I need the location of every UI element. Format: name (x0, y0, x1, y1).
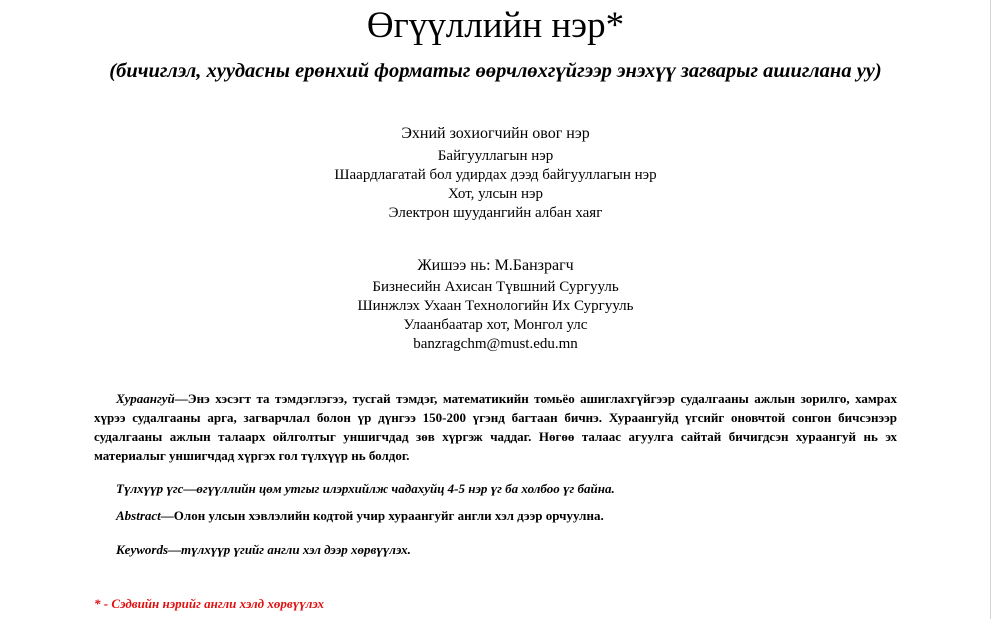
keywords-en: Keywords—түлхүүр үгийг англи хэл дээр хөрвүүлэх. (116, 542, 411, 557)
abstract-mn-lead: Хураангуй (116, 391, 175, 406)
author-template-city-country: Хот, улсын нэр (448, 186, 543, 202)
author-example-university: Шинжлэх Ухаан Технологийн Их Сургууль (357, 298, 634, 314)
abstract-mn-text: —Энэ хэсэгт та тэмдэглэгээ, тусгай тэмдэг, математикийн томьёо ашиглахгүйгээр судалгааны ажлын зорилго, хамрах хүрээ судалгааны арга, загварчлал болон үр дүнгээ 150-200 үгэнд багтаан бичнэ. Хураангуйд үгсийг оновчтой сонгон бичсэнээр судалгааны ажлын талаарх ойлголтыг уншигчдад зөв хүргэж чаддаг. Нөгөө талаас агуулга сайтай бичигдсэн хураангуй нь эх материалыг уншигчдад хүргэх гол түлхүүр нь болдог. (94, 391, 897, 463)
abstract-en-lead: Abstract (116, 508, 161, 523)
author-template-name: Эхний зохиогчийн овог нэр (401, 125, 590, 142)
author-template-organization: Байгууллагын нэр (437, 148, 554, 164)
keywords-mn: Түлхүүр үгс—өгүүллийн цөм утгыг илэрхийлж чадахуйц 4-5 нэр үг ба холбоо үг байна. (116, 481, 615, 496)
abstract-en (94, 506, 897, 525)
author-template-parent-organization: Шаардлагатай бол удирдах дээд байгууллагын нэр (334, 167, 657, 183)
paper-title: Өгүүллийн нэр* (366, 5, 625, 46)
author-example-name: Жишээ нь: М.Банзрагч (417, 257, 574, 274)
author-template-email: Электрон шуудангийн албан хаяг (388, 205, 603, 221)
abstract-en-text: —Олон улсын хэвлэлийн кодтой учир хураангуйг англи хэл дээр орчуулна. (160, 508, 604, 523)
author-example-city-country: Улаанбаатар хот, Монгол улс (403, 317, 588, 333)
title-footnote: * - Сэдвийн нэрийг англи хэлд хөрвүүлэх (94, 596, 325, 611)
author-example-school: Бизнесийн Ахисан Түвшний Сургууль (372, 279, 619, 295)
paper-subtitle: (бичиглэл, хуудасны ерөнхий форматыг өөрчлөхгүйгээр энэхүү загварыг ашиглана уу) (109, 60, 882, 82)
author-example-email: banzragchm@must.edu.mn (413, 336, 578, 352)
abstract-mn (94, 389, 897, 465)
